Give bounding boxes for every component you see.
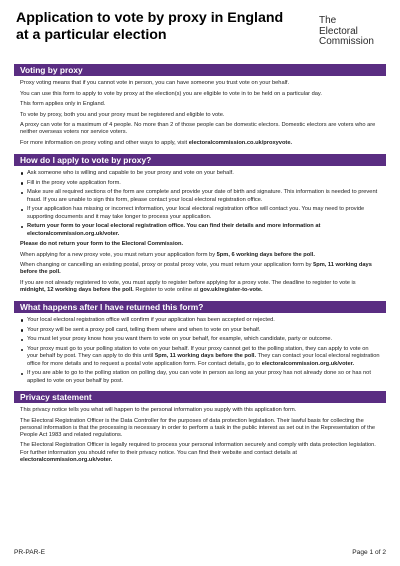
list-item: If you are able to go to the polling station on polling day, you can vote in person as long as your proxy has not already done so or has not applied to vote on your behalf by post. xyxy=(20,370,380,384)
list-item: Make sure all required sections of the form are complete and provide your date of birth and signature. This information is needed to prevent fraud. If you are unable to sign this form, please contact your local electoral registration office. xyxy=(20,189,380,203)
section-heading-what-happens: What happens after I have returned this form? xyxy=(14,301,386,313)
section-heading-how-to-apply: How do I apply to vote by proxy? xyxy=(14,154,386,166)
page-number: Page 1 of 2 xyxy=(352,549,386,556)
list-item: Ask someone who is willing and capable to be your proxy and vote on your behalf. xyxy=(20,170,380,177)
deadline-text: 5pm, 6 working days before the poll. xyxy=(216,251,315,258)
logo-line-3: Commission xyxy=(318,36,374,47)
paragraph xyxy=(20,442,380,463)
register-link[interactable]: gov.uk/register-to-vote. xyxy=(199,287,263,294)
list-item: If your application has missing or incorrect information, your local electoral registration office will contact you. You may need to provide supporting documents and it may take longer to process your application. xyxy=(20,206,380,220)
voter-link[interactable]: electoralcommission.org.uk/voter. xyxy=(20,456,113,463)
proxyvote-link[interactable]: electoralcommission.co.uk/proxyvote. xyxy=(188,140,293,147)
paragraph: Proxy voting means that if you cannot vote in person, you can have someone you trust vote on your behalf. xyxy=(20,80,290,86)
text: They can contact your local electoral registration office for more details and to request a postal vote application form. For contact details, go to xyxy=(27,353,380,367)
paragraph xyxy=(20,262,380,276)
paragraph: This privacy notice tells you what will happen to the personal information you supply with this application form. xyxy=(20,407,297,414)
list-item: Fill in the proxy vote application form. xyxy=(20,180,380,187)
bullet-list xyxy=(20,317,380,385)
text: For more information on proxy voting and other ways to apply, visit xyxy=(20,140,189,147)
text: Register to vote online at xyxy=(133,287,200,294)
paragraph: A proxy can vote for a maximum of 4 people. No more than 2 of those people can be domestic electors. Domestic electors are voters who are neither overseas voters nor service voters. xyxy=(20,122,376,136)
paragraph xyxy=(20,241,380,248)
deadline-text: 5pm, 11 working days before the poll. xyxy=(154,353,257,360)
text: If you are not already registered to vote, you must apply to register before applying for a proxy vote. The deadline to register to vote is xyxy=(20,279,356,286)
list-item: Your proxy will be sent a proxy poll card, telling them where and when to vote on your behalf. xyxy=(20,327,380,334)
do-not-return-text: Please do not return your form to the Electoral Commission. xyxy=(20,241,184,248)
page-footer xyxy=(14,549,386,556)
paragraph: You can use this form to apply to vote by proxy at the election(s) you are eligible to vote in to be held on a particular day. xyxy=(20,90,322,97)
document-header xyxy=(0,0,400,62)
paragraph xyxy=(20,140,380,147)
paragraph xyxy=(20,280,380,294)
text: The Electoral Registration Officer is legally required to process your personal information securely and comply with data protection legislation. For further information you should refer to their privacy notice. You can find their website and contact details at xyxy=(20,442,376,456)
form-code: PR-PAR-E xyxy=(14,549,46,556)
list-item: Your local electoral registration office will confirm if your application has been accepted or rejected. xyxy=(20,317,380,324)
deadline-text: 5pm, 11 working days before the poll. xyxy=(20,262,372,276)
section-heading-privacy: Privacy statement xyxy=(14,391,386,403)
section-heading-voting-by-proxy: Voting by proxy xyxy=(14,64,386,76)
logo-line-1: The xyxy=(318,15,337,26)
list-item: You must let your proxy know how you want them to vote on your behalf, for example, which candidate, party or outcome. xyxy=(20,336,380,343)
document-body xyxy=(14,64,386,467)
electoral-commission-logo xyxy=(319,16,374,48)
deadline-text: midnight, 12 working days before the poll. xyxy=(20,287,134,294)
list-item xyxy=(20,223,380,237)
logo-line-2: Electoral xyxy=(318,25,358,37)
paragraph: This form applies only in England. xyxy=(20,101,106,108)
bullet-list xyxy=(20,170,380,238)
document-title: Application to vote by proxy in England at a particular election xyxy=(16,10,284,43)
text: When applying for a new proxy vote, you must return your application form by xyxy=(20,251,217,258)
voter-link[interactable]: electoralcommission.org.uk/voter. xyxy=(261,360,355,367)
paragraph: The Electoral Registration Officer is the Data Controller for the purposes of data protection legislation. Their lawful basis for collecting the personal information is that the processing is necessary in order to perform a task in the public interest as set out in the Representation of the People Act 1983 and related regulations. xyxy=(20,417,376,438)
text: When changing or cancelling an existing postal, proxy or postal proxy vote, you must return your application form by xyxy=(20,262,314,269)
list-item xyxy=(20,346,380,367)
paragraph xyxy=(20,252,380,259)
text: Your proxy must go to your polling station to vote on your behalf. If your proxy cannot get to the polling station, they can apply to vote on your behalf by post. They can apply to do this until xyxy=(27,346,369,360)
return-form-text: Return your form to your local electoral registration office. You can find their details and more information at electoralcommission.org.uk/voter. xyxy=(27,223,321,237)
paragraph: To vote by proxy, both you and your proxy must be registered and eligible to vote. xyxy=(20,111,225,118)
